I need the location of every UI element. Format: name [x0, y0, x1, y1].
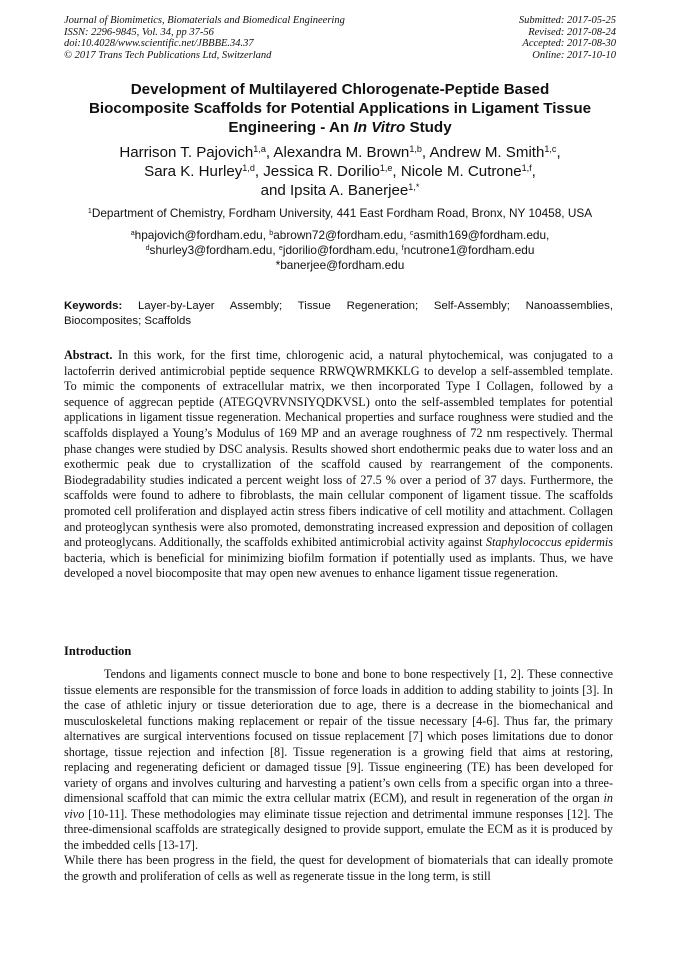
journal-doi: doi:10.4028/www.scientific.net/JBBBE.34.37: [64, 38, 254, 50]
title-line-2: Biocomposite Scaffolds for Potential Applications in Ligament Tissue: [88, 100, 592, 117]
corresponding-email: *banerjee@fordham.edu: [275, 258, 405, 272]
author-name: Sara K. Hurley: [144, 163, 243, 180]
submitted-date: Submitted: 2017-05-25: [518, 15, 616, 26]
email-line-2: $^d$shurley3@fordham.edu, $^e$jdorilio@fordham.edu, $^f$ncutrone1@fordham.edu: [145, 243, 535, 257]
abstract-text: In this work, for the first time, chlorogenic acid, a natural phytochemical, was conjugated to a lactoferrin derived antimicrobial peptide sequence RRWQWRMKKLG to develop a self-assembled template. To mimic the components of extracellular matrix, we then incorporated Type I Collagen, followed by a sequence of aggrecan peptide (ATEGQVRVNSIYQDKVSL) onto the self-assembled templates for potential applications in ligament tissue regeneration. Mechanical properties and surface roughness were studied and the scaffolds displayed a Young’s Modulus of 169 MP and an average roughness of 72 nm respectively. Thermal phase changes were studied by DSC analysis. Results showed short endothermic peaks due to water loss and an exothermic peak due to crystallization of the scaffold caused by rearrangement of the components. Biodegradability studies indicated a percent weight loss of 27.5 % over a period of 37 days. Furthermore, the scaffolds were found to adhere to fibroblasts, the main cellular component of ligament tissue. The scaffolds promoted cell proliferation and displayed actin stress fibers indicative of cell motility and attachment. Collagen and proteoglycan synthesis were also promoted, demonstrating increased expression and deposition of collagen and proteoglycans. Additionally, the scaffolds exhibited antimicrobial activity against: [64, 348, 613, 550]
author-sup: 1,a: [253, 143, 266, 154]
author-name: Jessica R. Dorilio: [263, 163, 380, 180]
author-name: Nicole M. Cutrone: [400, 163, 522, 180]
author-line-1: Harrison T. Pajovich$^{1,a}$, Alexandra M. Brown$^{1,b}$, Andrew M. Smith$^{1,c}$,: [119, 143, 561, 161]
abstract-text-end: bacteria, which is beneficial for minimizing biofilm formation if potentially used as implants. Thus, we have developed a novel biocomposite that may open new avenues to enhance ligament tissue regeneration.: [64, 550, 613, 581]
email-address: abrown72@fordham.edu: [273, 228, 404, 242]
abstract-label: Abstract.: [64, 348, 113, 362]
email-address: asmith169@fordham.edu: [413, 228, 546, 242]
author-sup: 1,*: [408, 181, 420, 192]
author-sup: 1,f: [521, 162, 532, 173]
email-address: ncutrone1@fordham.edu: [403, 243, 535, 257]
author-emails: [40, 228, 640, 273]
title-line-3-end: Study: [405, 119, 452, 136]
keywords: [64, 299, 613, 329]
introduction-body: [64, 667, 613, 884]
journal-header-left: [64, 15, 345, 61]
author-name: Harrison T. Pajovich: [119, 144, 254, 161]
title-line-3: [40, 118, 640, 137]
title-italic-in-vitro: In Vitro: [353, 119, 406, 136]
journal-name: Journal of Biomimetics, Biomaterials and Biomedical Engineering: [64, 15, 345, 26]
email-address: hpajovich@fordham.edu: [134, 228, 263, 242]
paper-title: [40, 80, 640, 137]
author-list: [40, 143, 640, 200]
accepted-date: Accepted: 2017-08-30: [522, 38, 616, 50]
journal-header-right: [519, 15, 616, 61]
intro-italic-in-vivo: in vivo: [64, 791, 613, 821]
affiliation-sup: 1: [87, 206, 92, 215]
author-line-3: [40, 181, 640, 200]
keywords-label: Keywords:: [64, 300, 123, 312]
introduction-heading: Introduction: [64, 644, 132, 658]
author-sup: 1,d: [242, 162, 255, 173]
intro-paragraph-1: Tendons and ligaments connect muscle to bone and bone to bone respectively [1, 2]. These connective tissue elements are responsible for the transmission of force loads in addition to adding stability to joints [3]. In the case of athletic injury or tissue deterioration due to age, there is a decrease in the biomechanical and musculoskeletal functions making replacement or repair of the tissue necessary [4-6]. Thus far, the primary alternatives are surgical interventions focused on tissue replacement [7] which poses limitations due to donor shortage, tissue rejection and infection [8]. Tissue regeneration is a growing field that aims at restoring, replacing and regenerating deficient or damaged tissue [9]. Tissue engineering (TE) has been developed for variety of organs and involves culturing and harvesting a patient’s own cells from a specific organ into a three-dimensional scaffold that can mimic the extra cellular matrix (ECM), and result in regeneration of the organ in vivo [10-11]. These methodologies may eliminate tissue rejection and detrimental immune responses [12]. The three-dimensional scaffolds are strategically designed to provide support, emulate the ECM as it is produced by the imbedded cells [13-17].: [64, 667, 613, 852]
title-line-1: Development of Multilayered Chlorogenate-Peptide Based: [130, 81, 550, 98]
author-sup: 1,b: [409, 143, 422, 154]
author-sup: 1,e: [379, 162, 393, 173]
author-line-2: Sara K. Hurley$^{1,d}$, Jessica R. Dorilio$^{1,e}$, Nicole M. Cutrone$^{1,f}$,: [144, 162, 536, 180]
affiliation-text: Department of Chemistry, Fordham University, 441 East Fordham Road, Bronx, NY 10458, USA: [91, 206, 593, 220]
title-line-3-start: Engineering - An: [228, 119, 354, 136]
keywords-text: Layer-by-Layer Assembly; Tissue Regeneration; Self-Assembly; Nanoassemblies, Biocomposites; Scaffolds: [64, 300, 613, 327]
email-address: shurley3@fordham.edu: [149, 243, 273, 257]
journal-copyright: © 2017 Trans Tech Publications Ltd, Switzerland: [64, 49, 272, 61]
abstract: [64, 348, 613, 582]
email-line-3: [40, 258, 640, 273]
email-line-1: $^a$hpajovich@fordham.edu, $^b$abrown72@fordham.edu, $^c$asmith169@fordham.edu,: [130, 228, 550, 242]
online-date: Online: 2017-10-10: [532, 49, 616, 61]
intro-paragraph-2: While there has been progress in the field, the quest for development of biomaterials that can ideally promote the growth and proliferation of cells as well as regenerate tissue in the long term, is still: [64, 853, 613, 883]
affiliation: [40, 205, 640, 221]
author-name: and Ipsita A. Banerjee: [260, 182, 409, 199]
author-sup: 1,c: [544, 143, 557, 154]
author-name: Andrew M. Smith: [429, 144, 545, 161]
email-address: jdorilio@fordham.edu: [282, 243, 396, 257]
abstract-italic-species: Staphylococcus epidermis: [485, 535, 614, 550]
revised-date: Revised: 2017-08-24: [528, 26, 616, 38]
author-name: Alexandra M. Brown: [273, 144, 410, 161]
journal-issn: ISSN: 2296-9845, Vol. 34, pp 37-56: [64, 26, 214, 38]
